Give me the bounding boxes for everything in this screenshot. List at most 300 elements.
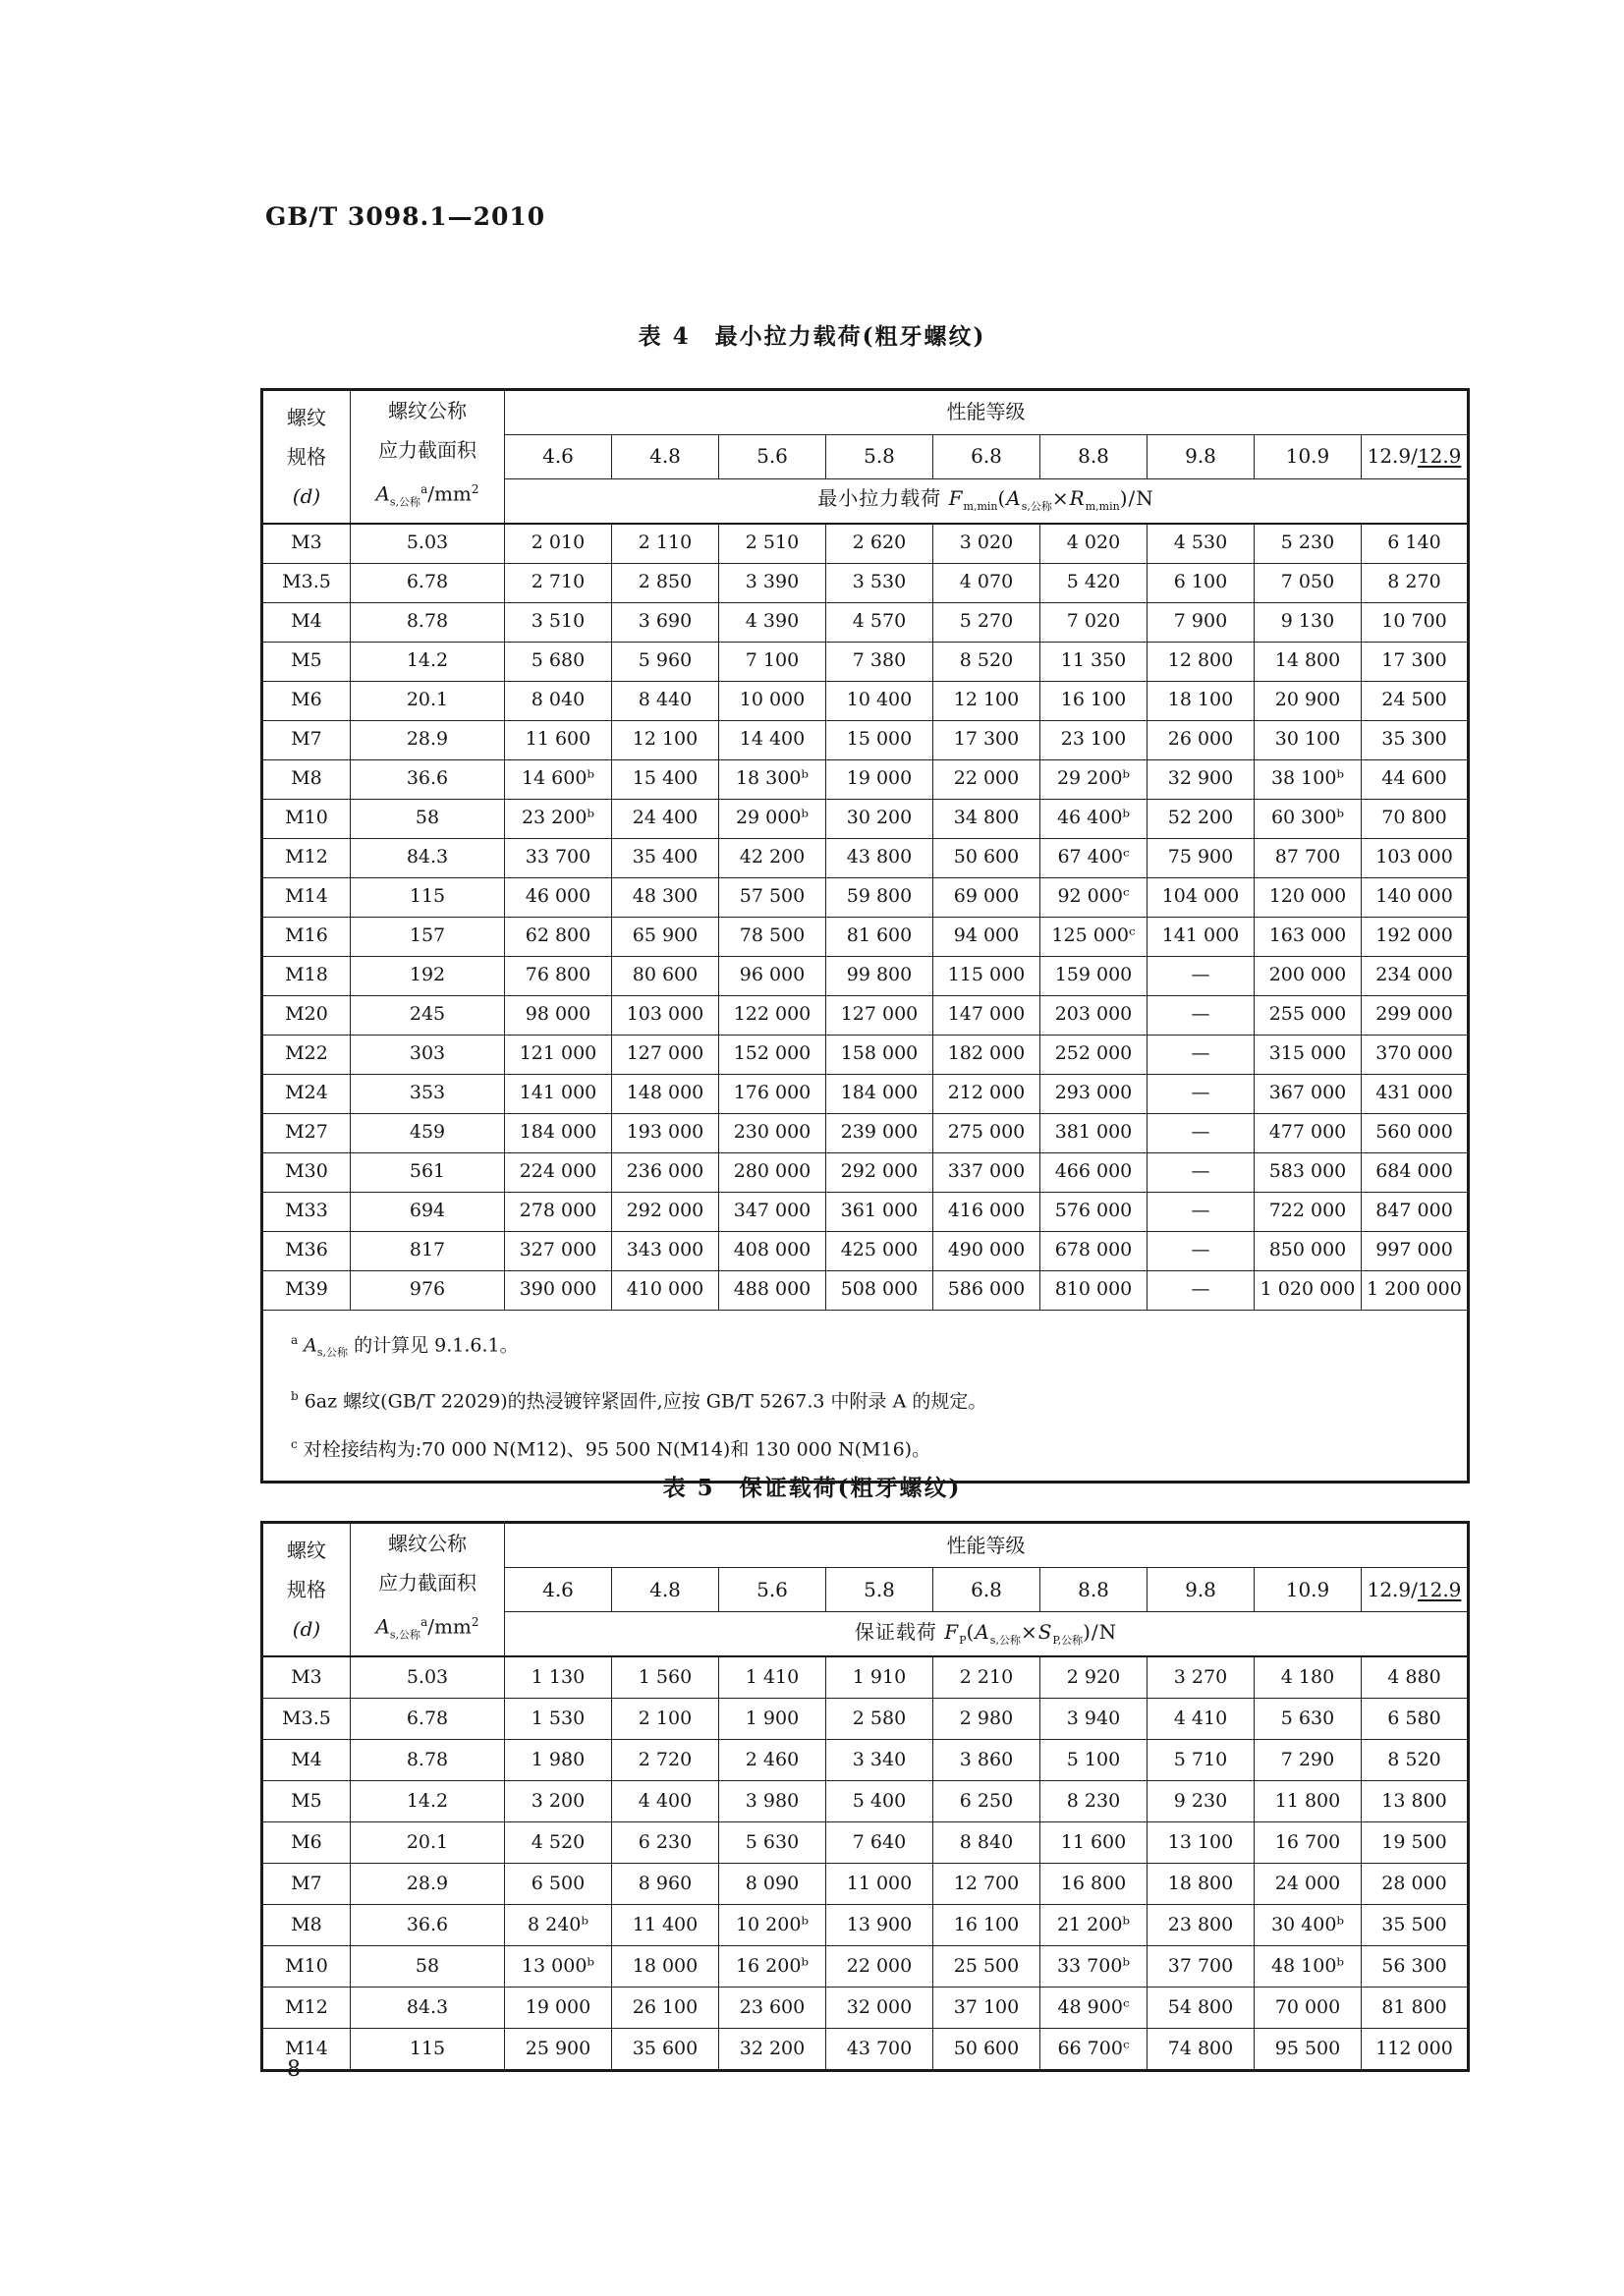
load-value-cell: 50 600 — [933, 838, 1040, 877]
load-value-cell: 70 000 — [1255, 1988, 1362, 2029]
load-value-cell: 5 630 — [1255, 1699, 1362, 1740]
load-value-cell: 59 800 — [826, 877, 933, 917]
table-row — [262, 681, 1469, 720]
thread-size-cell: M6 — [262, 1822, 351, 1864]
load-value-cell: 3 510 — [505, 602, 612, 642]
load-value-cell: 21 200ᵇ — [1040, 1905, 1148, 1946]
thread-size-cell: M12 — [262, 838, 351, 877]
load-value-cell: 148 000 — [612, 1074, 719, 1113]
load-value-cell: 7 050 — [1255, 563, 1362, 602]
load-value-cell: — — [1148, 1192, 1255, 1231]
load-value-cell: 35 400 — [612, 838, 719, 877]
thread-size-cell: M7 — [262, 1864, 351, 1905]
load-value-cell: 176 000 — [719, 1074, 826, 1113]
stress-area-cell: 459 — [351, 1113, 505, 1152]
load-value-cell: 112 000 — [1362, 2029, 1469, 2071]
stress-area-cell: 561 — [351, 1152, 505, 1192]
load-value-cell: 4 570 — [826, 602, 933, 642]
load-value-cell: 81 600 — [826, 917, 933, 956]
load-value-cell: 1 200 000 — [1362, 1270, 1469, 1310]
stress-area-cell: 14.2 — [351, 1781, 505, 1822]
table-row — [262, 1035, 1469, 1074]
stress-area-cell: 157 — [351, 917, 505, 956]
stress-area-cell: 58 — [351, 799, 505, 838]
thread-size-cell: M5 — [262, 642, 351, 681]
load-value-cell: 43 800 — [826, 838, 933, 877]
load-value-cell: 5 230 — [1255, 524, 1362, 564]
load-value-cell: 576 000 — [1040, 1192, 1148, 1231]
load-value-cell: 30 400ᵇ — [1255, 1905, 1362, 1946]
thread-size-cell: M3 — [262, 1656, 351, 1699]
load-value-cell: 327 000 — [505, 1231, 612, 1270]
load-value-cell: 224 000 — [505, 1152, 612, 1192]
table-row — [262, 1988, 1469, 2029]
load-value-cell: 315 000 — [1255, 1035, 1362, 1074]
load-value-cell: 11 800 — [1255, 1781, 1362, 1822]
load-value-cell: 95 500 — [1255, 2029, 1362, 2071]
load-value-cell: 140 000 — [1362, 877, 1469, 917]
load-value-cell: 62 800 — [505, 917, 612, 956]
thread-size-cell: M16 — [262, 917, 351, 956]
load-value-cell: 46 400ᵇ — [1040, 799, 1148, 838]
load-value-cell: 2 850 — [612, 563, 719, 602]
table-row — [262, 524, 1469, 564]
load-value-cell: 16 200ᵇ — [719, 1946, 826, 1988]
thread-size-cell: M8 — [262, 759, 351, 799]
table-row — [262, 642, 1469, 681]
load-value-cell: 125 000ᶜ — [1040, 917, 1148, 956]
table-row — [262, 1822, 1469, 1864]
load-value-cell: 65 900 — [612, 917, 719, 956]
load-value-cell: 22 000 — [933, 759, 1040, 799]
load-value-cell: — — [1148, 1270, 1255, 1310]
table-row — [262, 1905, 1469, 1946]
load-value-cell: 408 000 — [719, 1231, 826, 1270]
thread-size-cell: M22 — [262, 1035, 351, 1074]
load-value-cell: 35 300 — [1362, 720, 1469, 759]
load-value-cell: 3 860 — [933, 1740, 1040, 1781]
table-row — [262, 1192, 1469, 1231]
stress-area-formula: $A_{s,公称}^a/mm^2$ — [375, 1614, 479, 1642]
thread-size-cell: M14 — [262, 877, 351, 917]
load-value-cell: 24 500 — [1362, 681, 1469, 720]
load-value-cell: 2 510 — [719, 524, 826, 564]
load-value-cell: 11 350 — [1040, 642, 1148, 681]
load-value-cell: 23 800 — [1148, 1905, 1255, 1946]
table-row — [262, 1740, 1469, 1781]
load-value-cell: 80 600 — [612, 956, 719, 995]
load-value-cell: 18 300ᵇ — [719, 759, 826, 799]
stress-area-cell: 192 — [351, 956, 505, 995]
grade-cell: 5.6 — [719, 434, 826, 478]
load-value-cell: 488 000 — [719, 1270, 826, 1310]
thread-size-cell: M10 — [262, 1946, 351, 1988]
load-value-cell: 10 200ᵇ — [719, 1905, 826, 1946]
thread-size-cell: M3.5 — [262, 1699, 351, 1740]
stress-area-cell: 8.78 — [351, 1740, 505, 1781]
load-value-cell: 278 000 — [505, 1192, 612, 1231]
load-value-cell: 4 530 — [1148, 524, 1255, 564]
load-value-cell: 4 520 — [505, 1822, 612, 1864]
load-value-cell: 18 100 — [1148, 681, 1255, 720]
load-value-cell: 18 000 — [612, 1946, 719, 1988]
load-value-cell: 19 000 — [826, 759, 933, 799]
load-value-cell: 5 100 — [1040, 1740, 1148, 1781]
load-value-cell: 2 210 — [933, 1656, 1040, 1699]
load-value-cell: 10 000 — [719, 681, 826, 720]
stress-area-cell: 36.6 — [351, 1905, 505, 1946]
load-value-cell: 4 180 — [1255, 1656, 1362, 1699]
grade-cell: 8.8 — [1040, 1568, 1148, 1612]
performance-grade-header: 性能等级 — [505, 1523, 1469, 1568]
stress-area-cell: 353 — [351, 1074, 505, 1113]
table5-proof-load — [260, 1521, 1470, 2072]
load-value-cell: 6 230 — [612, 1822, 719, 1864]
load-value-cell: 3 530 — [826, 563, 933, 602]
stress-area-cell: 5.03 — [351, 524, 505, 564]
load-value-cell: 10 700 — [1362, 602, 1469, 642]
load-value-cell: 425 000 — [826, 1231, 933, 1270]
load-value-cell: 120 000 — [1255, 877, 1362, 917]
load-value-cell: 25 500 — [933, 1946, 1040, 1988]
grade-cell: 9.8 — [1148, 434, 1255, 478]
table-row — [262, 759, 1469, 799]
load-value-cell: 466 000 — [1040, 1152, 1148, 1192]
table-row — [262, 995, 1469, 1035]
load-value-cell: 48 900ᶜ — [1040, 1988, 1148, 2029]
thread-size-cell: M7 — [262, 720, 351, 759]
load-value-cell: 7 020 — [1040, 602, 1148, 642]
load-value-cell: 9 130 — [1255, 602, 1362, 642]
load-value-cell: — — [1148, 1231, 1255, 1270]
load-value-cell: 43 700 — [826, 2029, 933, 2071]
load-value-cell: 678 000 — [1040, 1231, 1148, 1270]
load-value-cell: 163 000 — [1255, 917, 1362, 956]
table4-footnotes — [262, 1310, 1469, 1483]
load-value-cell: 810 000 — [1040, 1270, 1148, 1310]
load-value-cell: 15 400 — [612, 759, 719, 799]
load-value-cell: 997 000 — [1362, 1231, 1469, 1270]
load-value-cell: 96 000 — [719, 956, 826, 995]
table4-body — [262, 524, 1469, 1311]
thread-size-cell: M3.5 — [262, 563, 351, 602]
load-value-cell: 3 390 — [719, 563, 826, 602]
load-value-cell: 8 270 — [1362, 563, 1469, 602]
load-value-cell: 14 600ᵇ — [505, 759, 612, 799]
load-value-cell: 847 000 — [1362, 1192, 1469, 1231]
load-value-cell: 361 000 — [826, 1192, 933, 1231]
table-row — [262, 1781, 1469, 1822]
thread-size-cell: M10 — [262, 799, 351, 838]
load-value-cell: 2 580 — [826, 1699, 933, 1740]
load-value-cell: 192 000 — [1362, 917, 1469, 956]
load-value-cell: 8 040 — [505, 681, 612, 720]
load-value-cell: 477 000 — [1255, 1113, 1362, 1152]
load-value-cell: 2 110 — [612, 524, 719, 564]
load-value-cell: 48 300 — [612, 877, 719, 917]
load-value-cell: 299 000 — [1362, 995, 1469, 1035]
grade-cell: 4.8 — [612, 1568, 719, 1612]
load-value-cell: 12 800 — [1148, 642, 1255, 681]
load-value-cell: 4 070 — [933, 563, 1040, 602]
thread-size-cell: M18 — [262, 956, 351, 995]
grade-cell: 4.8 — [612, 434, 719, 478]
stress-area-cell: 115 — [351, 877, 505, 917]
load-value-cell: 87 700 — [1255, 838, 1362, 877]
footnote-a: $^a$ $A_{s,公称}$ 的计算见 9.1.6.1。 — [291, 1332, 519, 1359]
load-value-cell: 33 700ᵇ — [1040, 1946, 1148, 1988]
load-value-cell: — — [1148, 956, 1255, 995]
table-row — [262, 1270, 1469, 1310]
load-value-cell: 67 400ᶜ — [1040, 838, 1148, 877]
load-value-cell: 203 000 — [1040, 995, 1148, 1035]
load-value-cell: 122 000 — [719, 995, 826, 1035]
load-value-cell: 75 900 — [1148, 838, 1255, 877]
table-row — [262, 917, 1469, 956]
thread-size-cell: M36 — [262, 1231, 351, 1270]
header-row-group — [262, 390, 1469, 435]
load-value-cell: 2 460 — [719, 1740, 826, 1781]
load-value-cell: 19 000 — [505, 1988, 612, 2029]
stress-area-cell: 20.1 — [351, 681, 505, 720]
load-value-cell: 8 520 — [933, 642, 1040, 681]
grade-cell: 6.8 — [933, 1568, 1040, 1612]
thread-size-cell: M27 — [262, 1113, 351, 1152]
load-value-cell: 81 800 — [1362, 1988, 1469, 2029]
load-value-cell: 586 000 — [933, 1270, 1040, 1310]
load-value-cell: 13 800 — [1362, 1781, 1469, 1822]
load-value-cell: 2 710 — [505, 563, 612, 602]
table4-header — [262, 390, 1469, 524]
load-value-cell: 193 000 — [612, 1113, 719, 1152]
load-value-cell: 255 000 — [1255, 995, 1362, 1035]
load-value-cell: 37 100 — [933, 1988, 1040, 2029]
stress-area-header: 螺纹公称 应力截面积 $A_{s,公称}^a/mm^2$ — [351, 1523, 505, 1657]
thread-size-cell: M6 — [262, 681, 351, 720]
table-row — [262, 1699, 1469, 1740]
thread-size-cell: M4 — [262, 602, 351, 642]
load-value-cell: 1 410 — [719, 1656, 826, 1699]
load-value-cell: 42 200 — [719, 838, 826, 877]
load-value-cell: 29 000ᵇ — [719, 799, 826, 838]
table-row — [262, 2029, 1469, 2071]
load-value-cell: 6 500 — [505, 1864, 612, 1905]
load-value-cell: 1 130 — [505, 1656, 612, 1699]
load-value-cell: 3 690 — [612, 602, 719, 642]
table-row — [262, 1946, 1469, 1988]
load-value-cell: 3 020 — [933, 524, 1040, 564]
thread-size-cell: M20 — [262, 995, 351, 1035]
load-value-cell: 239 000 — [826, 1113, 933, 1152]
load-value-cell: 292 000 — [826, 1152, 933, 1192]
table-row — [262, 602, 1469, 642]
load-value-cell: 8 230 — [1040, 1781, 1148, 1822]
load-value-cell: 17 300 — [933, 720, 1040, 759]
load-value-cell: 16 700 — [1255, 1822, 1362, 1864]
load-value-cell: 13 000ᵇ — [505, 1946, 612, 1988]
stress-area-cell: 303 — [351, 1035, 505, 1074]
load-value-cell: 35 600 — [612, 2029, 719, 2071]
load-value-cell: 57 500 — [719, 877, 826, 917]
table4-title: 表 4 最小拉力载荷(粗牙螺纹) — [638, 323, 986, 350]
grade-cell: 5.8 — [826, 434, 933, 478]
load-value-cell: 46 000 — [505, 877, 612, 917]
stress-area-formula: $A_{s,公称}^a/mm^2$ — [375, 481, 479, 509]
table4-min-tensile-load — [260, 388, 1470, 1484]
load-value-cell: 1 900 — [719, 1699, 826, 1740]
load-formula: 最小拉力载荷 $F_{m,min}(A_{s,公称}\times R_{m,min})/N$ — [505, 478, 1469, 523]
load-value-cell: 34 800 — [933, 799, 1040, 838]
table-row — [262, 563, 1469, 602]
load-value-cell: 2 100 — [612, 1699, 719, 1740]
table-row — [262, 956, 1469, 995]
load-value-cell: 381 000 — [1040, 1113, 1148, 1152]
stress-area-cell: 817 — [351, 1231, 505, 1270]
table-row — [262, 1152, 1469, 1192]
load-value-cell: 69 000 — [933, 877, 1040, 917]
grade-cell-12-9: 12.9/12.9 — [1362, 434, 1469, 478]
stress-area-cell: 84.3 — [351, 838, 505, 877]
load-value-cell: 60 300ᵇ — [1255, 799, 1362, 838]
load-value-cell: 50 600 — [933, 2029, 1040, 2071]
performance-grade-header: 性能等级 — [505, 390, 1469, 435]
stress-area-cell: 6.78 — [351, 1699, 505, 1740]
load-value-cell: 236 000 — [612, 1152, 719, 1192]
load-value-cell: 6 140 — [1362, 524, 1469, 564]
load-value-cell: 184 000 — [505, 1113, 612, 1152]
stress-area-cell: 6.78 — [351, 563, 505, 602]
load-value-cell: 20 900 — [1255, 681, 1362, 720]
load-value-cell: 26 000 — [1148, 720, 1255, 759]
load-value-cell: 11 600 — [1040, 1822, 1148, 1864]
load-value-cell: 13 900 — [826, 1905, 933, 1946]
stress-area-cell: 694 — [351, 1192, 505, 1231]
load-value-cell: 252 000 — [1040, 1035, 1148, 1074]
load-value-cell: 78 500 — [719, 917, 826, 956]
load-value-cell: 115 000 — [933, 956, 1040, 995]
load-value-cell: 76 800 — [505, 956, 612, 995]
load-value-cell: 29 200ᵇ — [1040, 759, 1148, 799]
load-value-cell: 560 000 — [1362, 1113, 1469, 1152]
stress-area-cell: 5.03 — [351, 1656, 505, 1699]
load-value-cell: 18 800 — [1148, 1864, 1255, 1905]
load-value-cell: 2 620 — [826, 524, 933, 564]
thread-size-cell: M30 — [262, 1152, 351, 1192]
stress-area-cell: 58 — [351, 1946, 505, 1988]
load-value-cell: 2 920 — [1040, 1656, 1148, 1699]
load-value-cell: 10 400 — [826, 681, 933, 720]
load-value-cell: 48 100ᵇ — [1255, 1946, 1362, 1988]
load-value-cell: — — [1148, 1152, 1255, 1192]
load-value-cell: 2 980 — [933, 1699, 1040, 1740]
load-value-cell: 94 000 — [933, 917, 1040, 956]
load-value-cell: 98 000 — [505, 995, 612, 1035]
load-value-cell: 7 290 — [1255, 1740, 1362, 1781]
grade-cell: 5.8 — [826, 1568, 933, 1612]
standard-code: GB/T 3098.1—2010 — [265, 202, 546, 231]
stress-area-cell: 20.1 — [351, 1822, 505, 1864]
thread-size-cell: M5 — [262, 1781, 351, 1822]
load-value-cell: 19 500 — [1362, 1822, 1469, 1864]
load-value-cell: 26 100 — [612, 1988, 719, 2029]
load-value-cell: 11 400 — [612, 1905, 719, 1946]
load-value-cell: 5 400 — [826, 1781, 933, 1822]
load-value-cell: 1 530 — [505, 1699, 612, 1740]
load-value-cell: — — [1148, 995, 1255, 1035]
load-value-cell: 347 000 — [719, 1192, 826, 1231]
load-value-cell: 4 400 — [612, 1781, 719, 1822]
load-value-cell: 200 000 — [1255, 956, 1362, 995]
load-value-cell: 12 100 — [612, 720, 719, 759]
load-value-cell: 11 600 — [505, 720, 612, 759]
thread-spec-header: 螺纹 规格 (d) — [262, 390, 351, 524]
table-row — [262, 799, 1469, 838]
footnote-c: $^c$ 对栓接结构为:70 000 N(M12)、95 500 N(M14)和 130 000 N(M16)。 — [291, 1437, 931, 1461]
load-value-cell: 370 000 — [1362, 1035, 1469, 1074]
load-value-cell: 14 400 — [719, 720, 826, 759]
load-value-cell: 410 000 — [612, 1270, 719, 1310]
load-value-cell: 52 200 — [1148, 799, 1255, 838]
load-value-cell: 3 200 — [505, 1781, 612, 1822]
load-value-cell: 103 000 — [612, 995, 719, 1035]
stress-area-cell: 28.9 — [351, 720, 505, 759]
load-formula: 保证载荷 $F_P(A_{s,公称}\times S_{P,公称})/N$ — [505, 1612, 1469, 1657]
load-value-cell: 275 000 — [933, 1113, 1040, 1152]
load-value-cell: 5 960 — [612, 642, 719, 681]
load-value-cell: 7 100 — [719, 642, 826, 681]
load-value-cell: 234 000 — [1362, 956, 1469, 995]
thread-size-cell: M33 — [262, 1192, 351, 1231]
load-value-cell: 8 440 — [612, 681, 719, 720]
table-row — [262, 1656, 1469, 1699]
load-value-cell: 722 000 — [1255, 1192, 1362, 1231]
grade-cell: 5.6 — [719, 1568, 826, 1612]
load-value-cell: 37 700 — [1148, 1946, 1255, 1988]
load-value-cell: 390 000 — [505, 1270, 612, 1310]
table-row — [262, 1113, 1469, 1152]
load-value-cell: 212 000 — [933, 1074, 1040, 1113]
load-value-cell: 5 270 — [933, 602, 1040, 642]
load-value-cell: 7 640 — [826, 1822, 933, 1864]
stress-area-cell: 245 — [351, 995, 505, 1035]
load-value-cell: 159 000 — [1040, 956, 1148, 995]
load-value-cell: 38 100ᵇ — [1255, 759, 1362, 799]
load-value-cell: 8 520 — [1362, 1740, 1469, 1781]
load-value-cell: 16 100 — [1040, 681, 1148, 720]
load-value-cell: 66 700ᶜ — [1040, 2029, 1148, 2071]
load-value-cell: 22 000 — [826, 1946, 933, 1988]
load-value-cell: 416 000 — [933, 1192, 1040, 1231]
load-value-cell: 16 800 — [1040, 1864, 1148, 1905]
load-value-cell: — — [1148, 1074, 1255, 1113]
load-value-cell: 152 000 — [719, 1035, 826, 1074]
load-value-cell: 182 000 — [933, 1035, 1040, 1074]
grade-cell: 4.6 — [505, 1568, 612, 1612]
load-value-cell: 6 100 — [1148, 563, 1255, 602]
thread-size-cell: M12 — [262, 1988, 351, 2029]
load-value-cell: 158 000 — [826, 1035, 933, 1074]
table-row — [262, 1074, 1469, 1113]
load-value-cell: 14 800 — [1255, 642, 1362, 681]
grade-cell: 4.6 — [505, 434, 612, 478]
load-value-cell: 44 600 — [1362, 759, 1469, 799]
load-value-cell: 2 010 — [505, 524, 612, 564]
load-value-cell: 343 000 — [612, 1231, 719, 1270]
load-value-cell: 17 300 — [1362, 642, 1469, 681]
load-value-cell: 8 840 — [933, 1822, 1040, 1864]
load-value-cell: 184 000 — [826, 1074, 933, 1113]
load-value-cell: 292 000 — [612, 1192, 719, 1231]
